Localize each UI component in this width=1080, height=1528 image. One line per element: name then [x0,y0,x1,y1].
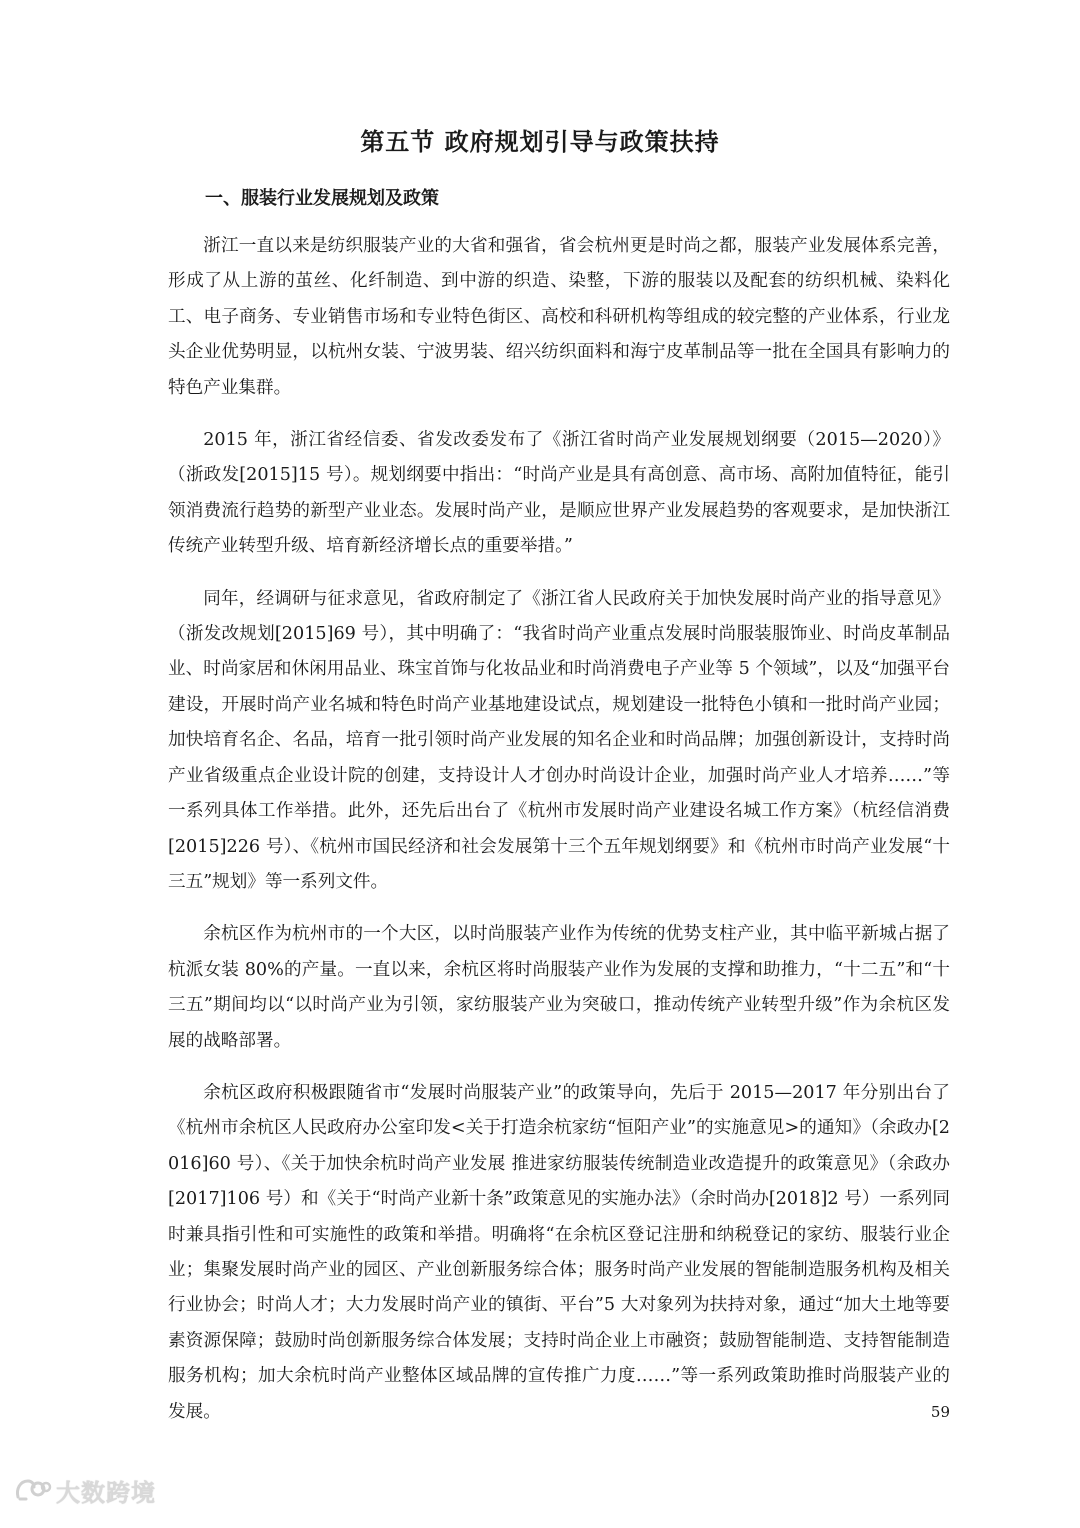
section-heading: 一、服装行业发展规划及政策 [205,188,439,209]
body-text [168,229,950,1447]
watermark-text: 大数跨境 [56,1478,156,1507]
paragraph: 余杭区作为杭州市的一个大区，以时尚服装产业作为传统的优势支柱产业，其中临平新城占据了杭派女装 80%的产量。一直以来，余杭区将时尚服装产业作为发展的支撑和助推力，“十二五”和“十三五”期间均以“以时尚产业为引领，家纺服装产业为突破口，推动传统产业转型升级”作为余杭区发展的战略部署。 [168,924,950,1051]
paragraph: 同年，经调研与征求意见，省政府制定了《浙江省人民政府关于加快发展时尚产业的指导意见》（浙发改规划[2015]69 号），其中明确了：“我省时尚产业重点发展时尚服装服饰业、时尚皮革制品业、时尚家居和休闲用品业、珠宝首饰与化妆品业和时尚消费电子产业等 5 个领域”，以及“加强平台建设，开展时尚产业名城和特色时尚产业基地建设试点，规划建设一批特色小镇和一批时尚产业园；加快培育名企、名品，培育一批引领时尚产业发展的知名企业和时尚品牌；加强创新设计，支持时尚产业省级重点企业设计院的创建，支持设计人才创办时尚设计企业，加强时尚产业人才培养……”等一系列具体工作举措。此外，还先后出台了《杭州市发展时尚产业建设名城工作方案》（杭经信消费[2015]226 号）、《杭州市国民经济和社会发展第十三个五年规划纲要》和《杭州市时尚产业发展“十三五”规划》等一系列文件。 [168,588,950,892]
paragraph: 2015 年，浙江省经信委、省发改委发布了《浙江省时尚产业发展规划纲要（2015—2020）》（浙政发[2015]15 号）。规划纲要中指出：“时尚产业是具有高创意、高市场、高附加值特征，能引领消费流行趋势的新型产业业态。发展时尚产业，是顺应世界产业发展趋势的客观要求，是加快浙江传统产业转型升级、培育新经济增长点的重要举措。” [168,430,950,557]
page-title: 第五节 政府规划引导与政策扶持 [360,127,720,156]
page-number: 59 [930,1403,950,1421]
watermark [12,1468,156,1512]
paragraph: 余杭区政府积极跟随省市“发展时尚服装产业”的政策导向，先后于 2015—2017 年分别出台了《杭州市余杭区人民政府办公室印发<关于打造余杭家纺“恒阳产业”的实施意见>的通知》（余政办[2016]60 号）、《关于加快余杭时尚产业发展 推进家纺服装传统制造业改造提升的政策意见》（余政办[2017]106 号）和《关于“时尚产业新十条”政策意见的实施办法》（余时尚办[2018]2 号）一系列同时兼具指引性和可实施性的政策和举措。明确将“在余杭区登记注册和纳税登记的家纺、服装行业企业；集聚发展时尚产业的园区、产业创新服务综合体；服务时尚产业发展的智能制造服务机构及相关行业协会；时尚人才；大力发展时尚产业的镇街、平台”5 大对象列为扶持对象，通过“加大土地等要素资源保障；鼓励时尚创新服务综合体发展；支持时尚企业上市融资；鼓励智能制造、支持智能制造服务机构；加大余杭时尚产业整体区域品牌的宣传推广力度……”等一系列政策助推时尚服装产业的发展。 [168,1082,950,1422]
paragraph: 浙江一直以来是纺织服装产业的大省和强省，省会杭州更是时尚之都，服装产业发展体系完善，形成了从上游的茧丝、化纤制造、到中游的织造、染整，下游的服装以及配套的纺织机械、染料化工、电子商务、专业销售市场和专业特色街区、高校和科研机构等组成的较完整的产业体系，行业龙头企业优势明显，以杭州女装、宁波男装、绍兴纺织面料和海宁皮革制品等一批在全国具有影响力的特色产业集群。 [168,236,950,398]
watermark-logo-icon [12,1475,52,1505]
